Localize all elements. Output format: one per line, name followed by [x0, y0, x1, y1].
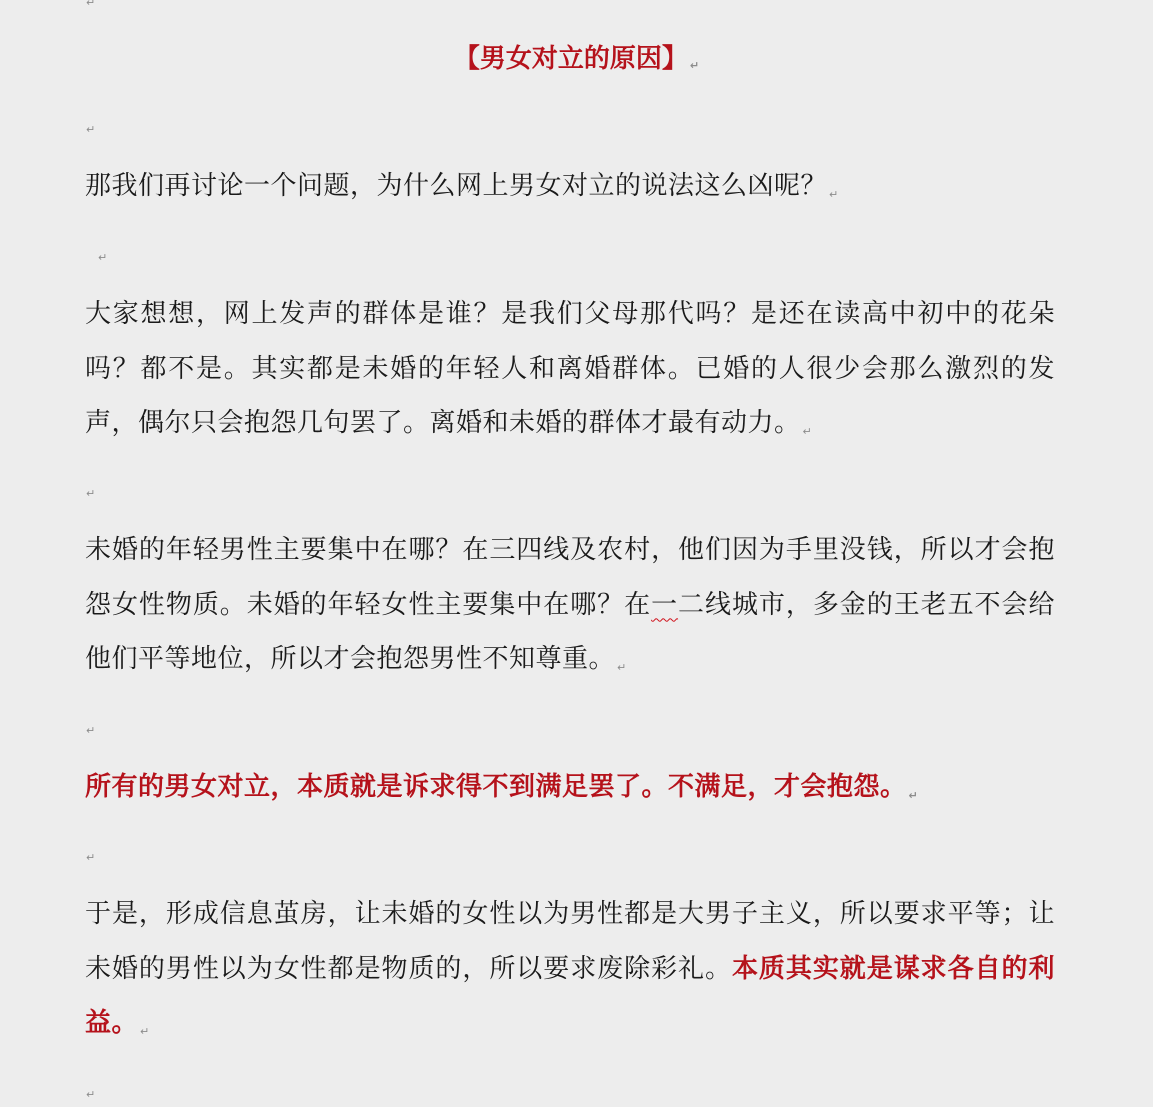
- paragraph-mark-icon: ↵: [617, 661, 627, 674]
- paragraph-mark-icon: ↵: [86, 1088, 96, 1101]
- paragraph-text: 于是，形成信息茧房，让未婚的女性以为男性都是大男子主义，所以要求平等；让未婚的男性以为女性都是物质的，所以要求废除彩礼。: [85, 899, 1055, 984]
- paragraph-text: 未婚的年轻男性主要集中在哪？在三四线及农村，他们因为手里没钱，所以才会抱怨女性物质。未婚的年轻女性主要集中在哪？在: [85, 535, 1055, 620]
- spellcheck-flagged-word[interactable]: 一: [651, 589, 679, 620]
- paragraph-groups[interactable]: [85, 287, 1055, 451]
- paragraph-mark-icon: ↵: [140, 1025, 150, 1038]
- paragraph-mark-icon: ↵: [802, 425, 813, 438]
- paragraph-text: 那我们再讨论一个问题，为什么网上男女对立的说法这么凶呢？: [85, 171, 828, 201]
- paragraph-conclusion[interactable]: [85, 760, 1055, 815]
- paragraph-text: 二线城市，多金的王老五不会给他们平等地位，所以才会抱怨男性不知尊重。: [85, 589, 1055, 674]
- paragraph-text: 所有的男女对立，本质就是诉求得不到满足罢了。不满足，才会抱怨。: [85, 772, 907, 802]
- paragraph-echo-chamber[interactable]: [85, 887, 1055, 1051]
- document-heading[interactable]: [0, 40, 1153, 78]
- paragraph-question[interactable]: [85, 159, 1055, 214]
- paragraph-mark-icon: ↵: [829, 188, 839, 201]
- paragraph-mark-icon: ↵: [908, 789, 919, 802]
- paragraph-mark-icon: ↵: [86, 123, 96, 136]
- paragraph-mark-icon: ↵: [98, 251, 108, 264]
- paragraph-unmarried[interactable]: [85, 523, 1055, 687]
- heading-text: 【男女对立的原因】: [453, 44, 688, 74]
- paragraph-text: 大家想想，网上发声的群体是谁？是我们父母那代吗？是还在读高中初中的花朵吗？都不是。其实都是未婚的年轻人和离婚群体。已婚的人很少会那么激烈的发声，偶尔只会抱怨几句罢了。离婚和未婚的群体才最有动力。: [85, 299, 1055, 438]
- paragraph-mark-icon: ↵: [86, 724, 96, 737]
- paragraph-mark-icon: ↵: [86, 487, 96, 500]
- paragraph-mark-icon: ↵: [86, 851, 96, 864]
- paragraph-emphasis: 本质其实就是谋求各自的利益。: [85, 953, 1055, 1038]
- paragraph-mark-icon: ↵: [86, 0, 96, 9]
- paragraph-mark-icon: ↵: [689, 59, 700, 72]
